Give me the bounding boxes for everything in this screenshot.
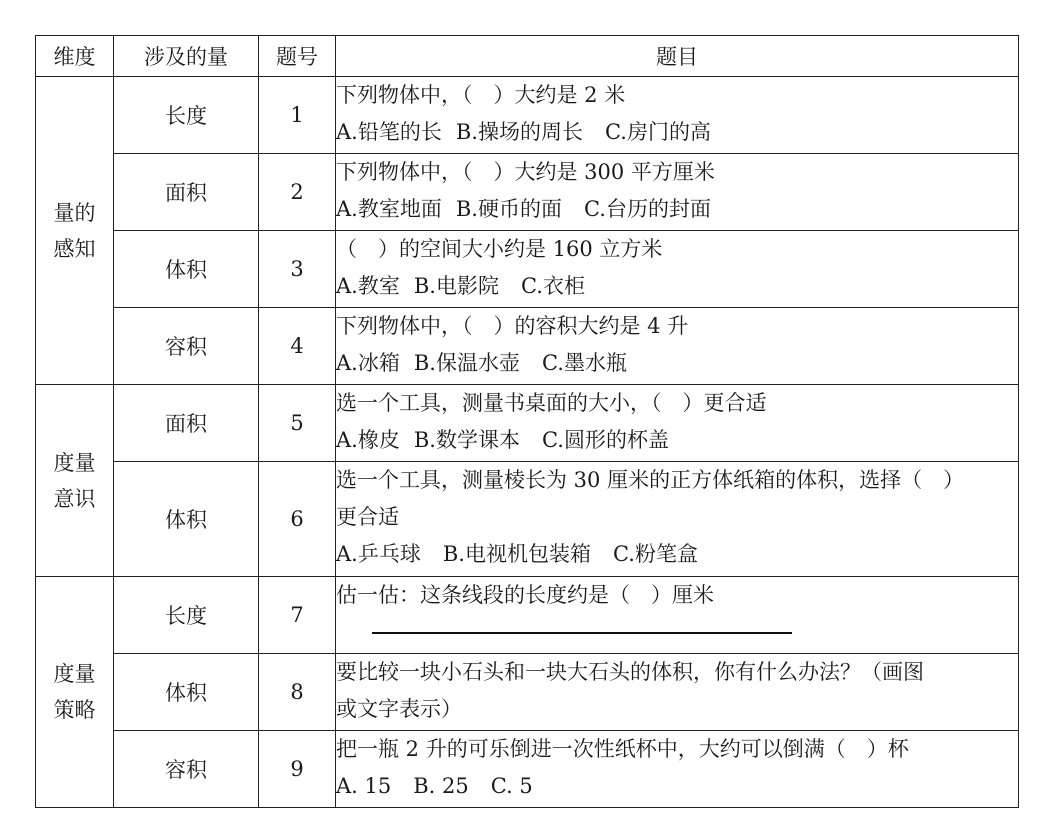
header-quantity: 涉及的量: [114, 36, 259, 77]
question-cell: [336, 385, 1019, 462]
options-line: [336, 422, 1018, 459]
quantity-cell: 体积: [114, 231, 259, 308]
header-number: 题号: [259, 36, 336, 77]
number-cell: 9: [259, 731, 336, 808]
number-cell: 4: [259, 308, 336, 385]
table-row: [36, 385, 1019, 462]
question-text-continued: 更合适: [336, 505, 399, 529]
header-question: 题目: [336, 36, 1019, 77]
question-cell: [336, 231, 1019, 308]
number-cell: 1: [259, 77, 336, 154]
option: C. 5: [490, 774, 533, 798]
header-dimension: 维度: [36, 36, 114, 77]
table-row: [36, 577, 1019, 654]
question-cell: [336, 154, 1019, 231]
option: C.粉笔盒: [612, 542, 698, 566]
question-cell: [336, 77, 1019, 154]
option: C.台历的封面: [583, 197, 711, 221]
table-row: [36, 654, 1019, 731]
quantity-cell: 体积: [114, 462, 259, 577]
question-text: 把一瓶 2 升的可乐倒进一次性纸杯中，大约可以倒满（ ）杯: [336, 737, 909, 761]
option: A.冰箱: [336, 351, 400, 375]
option: A.橡皮: [336, 428, 400, 452]
question-cell: [336, 654, 1019, 731]
question-table: [35, 35, 1019, 808]
option: B. 25: [413, 774, 469, 798]
option: B.保温水壶: [413, 351, 520, 375]
options-line: [336, 268, 1018, 305]
option: C.墨水瓶: [541, 351, 627, 375]
option: C.房门的高: [604, 120, 711, 144]
quantity-cell: 面积: [114, 385, 259, 462]
table-row: [36, 462, 1019, 577]
question-text: 下列物体中，（ ）的容积大约是 4 升: [336, 314, 689, 338]
table-row: [36, 731, 1019, 808]
question-text: 选一个工具，测量棱长为 30 厘米的正方体纸箱的体积，选择（ ）: [336, 468, 965, 492]
table-row: [36, 231, 1019, 308]
quantity-cell: 面积: [114, 154, 259, 231]
options-line: [336, 536, 1018, 573]
quantity-cell: 体积: [114, 654, 259, 731]
dimension-line: 度量: [53, 450, 96, 475]
line-segment-area: [336, 614, 1018, 650]
quantity-cell: 容积: [114, 308, 259, 385]
dimension-cell: [36, 77, 114, 385]
dimension-line: 意识: [53, 486, 96, 511]
option: A.乒乓球: [336, 542, 421, 566]
options-line: [336, 768, 1018, 805]
number-cell: 2: [259, 154, 336, 231]
dimension-line: 策略: [53, 698, 96, 722]
question-cell: [336, 577, 1019, 654]
option: C.衣柜: [520, 274, 585, 298]
option: A.铅笔的长: [336, 120, 442, 144]
option: A. 15: [336, 774, 392, 798]
quantity-cell: 长度: [114, 577, 259, 654]
option: B.数学课本: [413, 428, 520, 452]
option: C.圆形的杯盖: [541, 428, 669, 452]
options-line: [336, 114, 1018, 151]
option: A.教室: [336, 274, 400, 298]
table-row: [36, 77, 1019, 154]
question-text-continued: 或文字表示）: [336, 697, 462, 721]
number-cell: 5: [259, 385, 336, 462]
option: B.电影院: [413, 274, 499, 298]
options-line: [336, 191, 1018, 228]
question-text: 下列物体中，（ ）大约是 2 米: [336, 83, 626, 107]
quantity-cell: 长度: [114, 77, 259, 154]
dimension-line: 量的: [53, 200, 96, 225]
header-row: [36, 36, 1019, 77]
question-text: 下列物体中，（ ）大约是 300 平方厘米: [336, 160, 715, 184]
table-row: [36, 308, 1019, 385]
option: B.硬币的面: [455, 197, 562, 221]
dimension-cell: [36, 385, 114, 577]
line-segment: [372, 632, 792, 634]
dimension-line: 感知: [53, 236, 96, 261]
question-text: 估一估：这条线段的长度约是（ ）厘米: [336, 583, 714, 607]
number-cell: 6: [259, 462, 336, 577]
number-cell: 7: [259, 577, 336, 654]
question-cell: [336, 308, 1019, 385]
option: A.教室地面: [336, 197, 442, 221]
question-text: （ ）的空间大小约是 160 立方米: [336, 237, 663, 261]
question-text: 选一个工具，测量书桌面的大小，（ ）更合适: [336, 391, 767, 415]
dimension-line: 度量: [53, 662, 96, 686]
clipped-top-text: [380, 0, 800, 6]
number-cell: 3: [259, 231, 336, 308]
option: B.电视机包装箱: [442, 542, 591, 566]
question-cell: [336, 462, 1019, 577]
question-text: 要比较一块小石头和一块大石头的体积，你有什么办法？（画图: [336, 660, 924, 684]
options-line: [336, 345, 1018, 382]
question-cell: [336, 731, 1019, 808]
table-row: [36, 154, 1019, 231]
option: B.操场的周长: [455, 120, 583, 144]
quantity-cell: 容积: [114, 731, 259, 808]
dimension-cell: [36, 577, 114, 808]
number-cell: 8: [259, 654, 336, 731]
